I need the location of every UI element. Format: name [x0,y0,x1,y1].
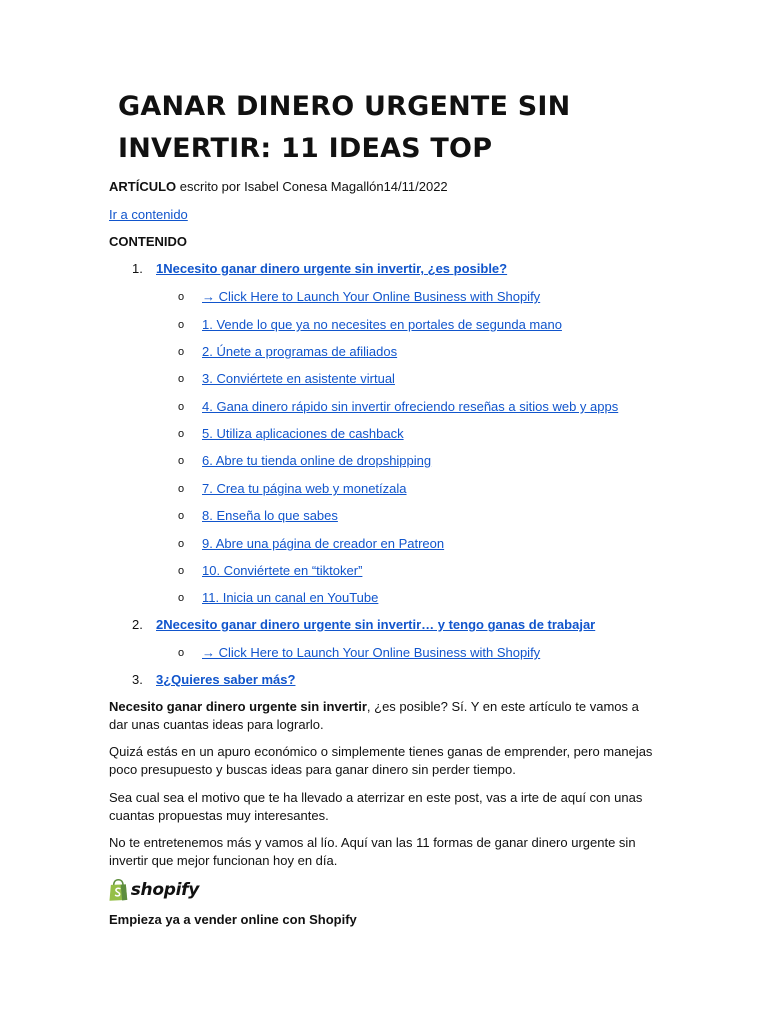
body-paragraph: No te entretenemos más y vamos al lío. Aquí van las 11 formas de ganar dinero urgente sin invertir que mejor funcionan hoy en día. [109,835,636,868]
toc-item-2-link[interactable]: 2Necesito ganar dinero urgente sin invertir… y tengo ganas de trabajar [156,617,596,632]
list-bullet-icon: o [178,428,185,440]
article-title: GANAR DINERO URGENTE SIN INVERTIR: 11 IDEAS TOP [118,91,571,164]
article-meta-byline: escrito por Isabel Conesa Magallón14/11/2022 [176,179,448,194]
toc-item-3-link[interactable]: 3¿Quieres saber más? [156,672,296,687]
list-bullet-icon: o [178,483,185,495]
body-paragraph: Sea cual sea el motivo que te ha llevado a aterrizar en este post, vas a irte de aquí con unas cuantas propuestas muy interesantes. [109,790,643,823]
toc-item-1-link[interactable]: 1Necesito ganar dinero urgente sin invertir, ¿es posible? [156,261,508,276]
toc-subitem-link[interactable]: 6. Abre tu tienda online de dropshipping [202,453,432,468]
toc-item-number: 3. [132,672,143,687]
list-bullet-icon: o [178,592,185,604]
toc-subitem-link[interactable]: 8. Enseña lo que sabes [202,508,338,523]
body-paragraph: Quizá estás en un apuro económico o simplemente tienes ganas de emprender, pero manejas poco presupuesto y buscas ideas para ganar dinero sin perder tiempo. [109,744,653,777]
toc-subitem-link[interactable]: 3. Conviértete en asistente virtual [202,371,395,386]
toc-subitem-shopify-link[interactable]: → Click Here to Launch Your Online Business with Shopify [202,645,541,660]
intro-paragraph-rest: , ¿es posible? Sí. Y en este artículo te vamos a dar unas cuantas ideas para lograrlo. [109,699,639,732]
intro-paragraph [109,698,657,734]
shopify-logo [109,877,199,903]
list-bullet-icon: o [178,455,185,467]
article-meta-label: ARTÍCULO [109,179,177,194]
list-bullet-icon: o [178,373,185,385]
toc-subitem-shopify-link[interactable]: → Click Here to Launch Your Online Business with Shopify [202,289,541,304]
list-bullet-icon: o [178,291,185,303]
toc-subitem-link[interactable]: 11. Inicia un canal en YouTube [202,590,379,605]
toc-subitem-link[interactable]: 5. Utiliza aplicaciones de cashback [202,426,404,441]
list-bullet-icon: o [178,319,185,331]
shopping-bag-icon [109,878,128,902]
list-bullet-icon: o [178,565,185,577]
intro-paragraph-bold: Necesito ganar dinero urgente sin invertir [109,699,367,714]
toc-subitem-link[interactable]: 1. Vende lo que ya no necesites en portales de segunda mano [202,317,562,332]
toc-subitem-link[interactable]: 9. Abre una página de creador en Patreon [202,536,445,551]
toc-subitem-link[interactable]: 4. Gana dinero rápido sin invertir ofreciendo reseñas a sitios web y apps [202,399,619,414]
list-bullet-icon: o [178,647,185,659]
toc-subitem-link[interactable]: 10. Conviértete en “tiktoker” [202,563,363,578]
toc-subitem-link[interactable]: 7. Crea tu página web y monetízala [202,481,407,496]
list-bullet-icon: o [178,538,185,550]
skip-to-content-link[interactable]: Ir a contenido [109,207,188,222]
list-bullet-icon: o [178,346,185,358]
contents-heading: CONTENIDO [109,234,187,249]
toc-item-number: 1. [132,261,143,276]
article-meta [109,178,448,196]
shopify-wordmark: shopify [130,880,199,900]
toc-subitem-link[interactable]: 2. Únete a programas de afiliados [202,344,398,359]
list-bullet-icon: o [178,510,185,522]
toc-item-number: 2. [132,617,143,632]
skip-to-content [109,206,188,224]
list-bullet-icon: o [178,401,185,413]
shopify-cta-text: Empieza ya a vender online con Shopify [109,912,357,927]
